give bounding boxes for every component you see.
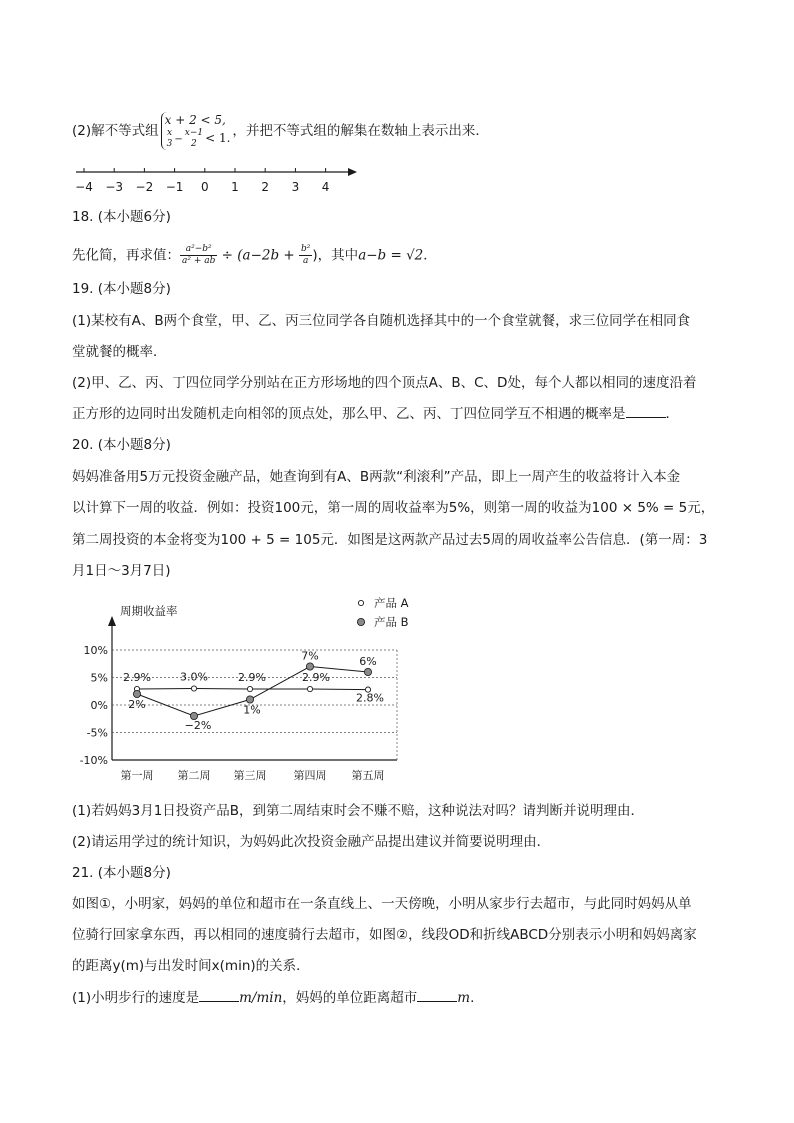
ineq2-frac1-den: 3	[166, 139, 173, 149]
ineq2-minus: −	[174, 134, 183, 145]
q21-header: 21. (本小题8分)	[72, 865, 171, 881]
q20-header: 20. (本小题8分)	[72, 437, 171, 453]
q18-frac-num: a²−b²	[180, 244, 217, 256]
q20-line3: 第二周投资的本金将变为100 + 5 = 105元．如图是这两款产品过去5周的周收益率公告信息．(第一周：3	[72, 532, 708, 548]
series-a-data-label: 2.9%	[238, 671, 266, 685]
y-axis-arrow	[108, 616, 116, 626]
q21-p1-a: (1)小明步行的速度是	[72, 990, 200, 1006]
q20-line4: 月1日～3月7日)	[72, 563, 171, 579]
number-line-tick-label: 0	[200, 180, 209, 194]
number-line-tick-label: 4	[321, 180, 330, 194]
legend-marker-a	[358, 600, 363, 605]
q18-frac2-num: b²	[301, 244, 311, 254]
q18-header: 18. (本小题6分)	[72, 209, 171, 225]
series-b-point	[364, 668, 371, 675]
weekly-return-chart	[74, 590, 424, 790]
q17-part2-suffix: ，并把不等式组的解集在数轴上表示出来．	[232, 123, 489, 139]
chart-ylabel: 周期收益率	[120, 604, 178, 618]
inequality-1: x + 2 < 5,	[164, 113, 226, 127]
ineq2-frac2-den: 2	[191, 139, 197, 149]
q17-part2-prefix: (2)解不等式组	[72, 123, 159, 139]
series-b-data-label: −2%	[184, 719, 212, 732]
answer-blank-speed[interactable]	[199, 989, 239, 1002]
q21-line2: 位骑行回家拿东西，再以相同的速度骑行去超市，如图②，线段OD和折线ABCD分别表示小明和妈妈离家	[72, 927, 697, 943]
series-b-data-label: 1%	[243, 703, 261, 717]
q19-p2-end: ．	[665, 406, 679, 422]
q18-fraction	[180, 244, 217, 267]
q21-unit-distance: m	[457, 990, 471, 1006]
ineq2-frac1	[165, 128, 175, 150]
q18-end: ．	[423, 247, 437, 264]
q18-body	[72, 244, 437, 267]
number-line-tick-label: −4	[75, 180, 93, 194]
q20-line1: 妈妈准备用5万元投资金融产品，她查询到有A、B两款“利滚利”产品，即上一周产生的收益将计入本金	[72, 469, 681, 485]
number-line-tick-label: 3	[291, 180, 300, 194]
number-line-tick-label: −2	[135, 180, 154, 194]
q18-div-part: ÷ (a−2b +	[217, 247, 300, 264]
series-a-data-label: 2.9%	[302, 671, 330, 685]
q21-p1	[72, 989, 474, 1007]
q18-condition: a−b = √2	[358, 247, 424, 264]
q21-line1: 如图①，小明家，妈妈的单位和超市在一条直线上、一天傍晚，小明从家步行去超市，与此同时妈妈从单	[72, 896, 692, 912]
x-tick-label: 第五周	[351, 769, 385, 782]
number-line-tick-label: 2	[261, 180, 270, 194]
q18-close-part: )，其中	[312, 247, 359, 264]
ineq2-frac1-num: x	[166, 128, 173, 138]
q21-p1-b: ，妈妈的单位距离超市	[282, 990, 418, 1006]
y-tick-label: 0%	[90, 699, 108, 712]
number-line-tick-label: −3	[105, 180, 124, 194]
series-a-data-label: 2.9%	[123, 671, 151, 685]
y-tick-label: -5%	[86, 726, 108, 740]
series-b-data-label: 2%	[128, 698, 146, 711]
x-tick-label: 第四周	[293, 769, 327, 782]
ineq2-tail: < 1.	[205, 131, 231, 145]
q19-p1-line2: 堂就餐的概率．	[72, 344, 167, 360]
q18-frac2-den: a	[303, 256, 309, 266]
series-a-data-label: 2.8%	[356, 691, 384, 705]
q21-p1-end: .	[470, 990, 475, 1006]
q18-frac-den: a² + ab	[182, 256, 216, 266]
y-tick-label: 5%	[90, 671, 108, 685]
q19-p2-line1: (2)甲、乙、丙、丁四位同学分别站在正方形场地的四个顶点A、B、C、D处，每个人都以相同的速度沿着	[72, 375, 697, 391]
series-a-point	[307, 686, 312, 691]
number-line	[70, 160, 360, 196]
number-line-tick-label: 1	[231, 180, 239, 194]
legend-label-b: 产品 B	[374, 615, 409, 629]
series-a-point	[191, 686, 196, 691]
inequality-2	[165, 128, 231, 150]
q20-p2: (2)请运用学过的统计知识，为妈妈此次投资金融产品提出建议并简要说明理由．	[72, 834, 551, 850]
q19-header: 19. (本小题8分)	[72, 281, 171, 297]
q18-text-before: 先化简，再求值：	[72, 247, 180, 264]
series-b-point	[133, 690, 140, 697]
series-a-point	[247, 686, 252, 691]
q19-p2-line2	[72, 405, 679, 423]
number-line-tick-label: −1	[165, 180, 184, 194]
series-b-data-label: 6%	[359, 655, 377, 668]
inequality-system	[161, 112, 231, 150]
x-tick-label: 第一周	[120, 769, 154, 782]
legend-label-a: 产品 A	[374, 596, 409, 610]
q19-p2-line2-text: 正方形的边同时出发随机走向相邻的顶点处，那么甲、乙、丙、丁四位同学互不相遇的概率是	[72, 406, 626, 422]
x-tick-label: 第二周	[177, 769, 211, 782]
legend-marker-b	[357, 618, 364, 625]
y-tick-label: 10%	[83, 644, 108, 657]
q18-fraction-2	[299, 244, 312, 267]
series-b-point	[306, 663, 313, 670]
q20-p1: (1)若妈妈3月1日投资产品B，到第二周结束时会不赚不赔，这种说法对吗？请判断并说明理由．	[72, 803, 645, 819]
q20-line2: 以计算下一周的收益．例如：投资100元，第一周的周收益率为5%，则第一周的收益为100 × 5% = 5元，	[72, 500, 715, 516]
ineq2-frac2-num: x−1	[184, 128, 204, 138]
answer-blank[interactable]	[626, 405, 666, 418]
series-b-data-label: 7%	[301, 649, 319, 663]
series-b-point	[246, 696, 253, 703]
q21-unit-speed: m/min	[239, 990, 283, 1006]
q21-line3: 的距离y(m)与出发时间x(min)的关系．	[72, 958, 310, 974]
answer-blank-distance[interactable]	[417, 989, 457, 1002]
q19-p1-line1: (1)某校有A、B两个食堂，甲、乙、丙三位同学各自随机选择其中的一个食堂就餐，求三位同学在相同食	[72, 313, 691, 329]
x-tick-label: 第三周	[233, 769, 267, 782]
ineq2-frac2	[183, 128, 205, 150]
series-a-data-label: 3.0%	[180, 670, 208, 684]
q17-part2	[72, 112, 489, 150]
y-tick-label: -10%	[79, 754, 108, 767]
